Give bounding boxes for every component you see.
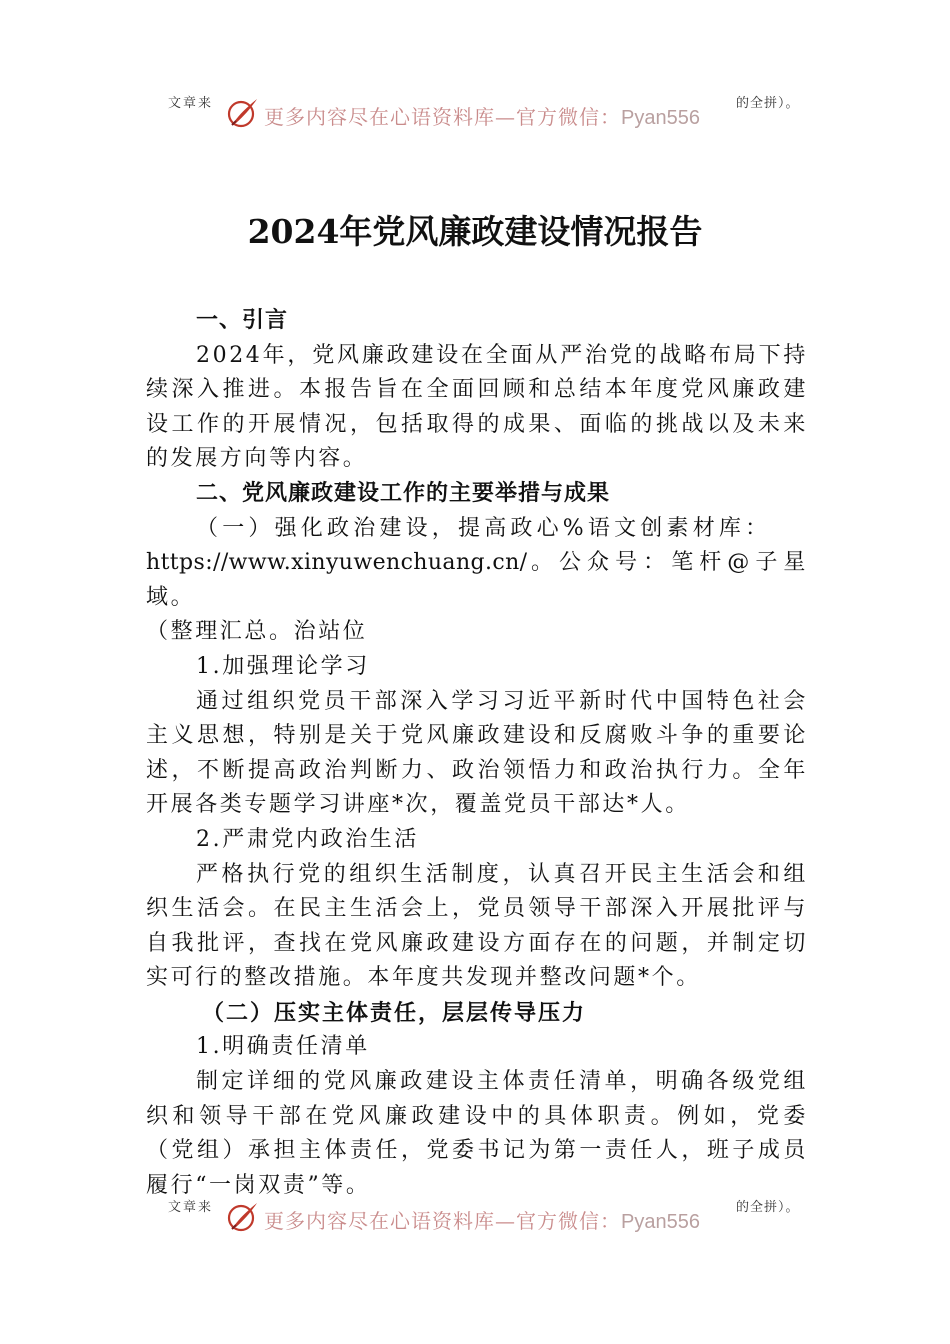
- footer-wechat-id: Pyan556: [621, 1211, 700, 1233]
- footer-banner: [0, 1196, 950, 1240]
- footer-wechat-label: 官方微信：: [516, 1209, 621, 1233]
- subsection1-line1: （一）强化政治建设，提高政心%语文创素材库：: [196, 515, 772, 541]
- footer-brand-separator: —: [495, 1209, 516, 1233]
- footer-left-text: 文章来: [168, 1200, 214, 1215]
- subsection1-url: https://www.xinyuwenchuang.cn/: [146, 550, 528, 576]
- item3-title: 1.明确责任清单: [196, 1034, 370, 1060]
- footer-brand: [264, 1205, 700, 1234]
- header-banner: [0, 92, 950, 136]
- header-left-text: 文章来: [168, 96, 214, 111]
- header-right-text: 的全拼）。: [736, 96, 800, 111]
- item3-paragraph: 制定详细的党风廉政建设主体责任清单，明确各级党组织和领导干部在党风廉政建设中的具体职责。例如，党委（党组）承担主体责任，党委书记为第一责任人，班子成员履行“一岗双责”等。: [146, 1069, 808, 1198]
- quill-logo-icon: [226, 96, 260, 130]
- item2-title: 2.严肃党内政治生活: [196, 826, 419, 852]
- footer-brand-text: 更多内容尽在心语资料库: [264, 1209, 495, 1233]
- subsection2-heading: （二）压实主体责任，层层传导压力: [202, 999, 587, 1026]
- header-wechat-label: 官方微信：: [516, 105, 621, 129]
- header-wechat-id: Pyan556: [621, 107, 700, 129]
- document-body: [146, 304, 808, 1203]
- section1-paragraph: 2024年，党风廉政建设在全面从严治党的战略布局下持续深入推进。本报告旨在全面回顾和总结本年度党风廉政建设工作的开展情况，包括取得的成果、面临的挑战以及未来的发展方向等内容。: [146, 342, 808, 472]
- item1-paragraph: 通过组织党员干部深入学习习近平新时代中国特色社会主义思想，特别是关于党风廉政建设和反腐败斗争的重要论述，不断提高政治判断力、政治领悟力和政治执行力。全年开展各类专题学习讲座*次，覆盖党员干部达*人。: [146, 688, 808, 818]
- document-title: 2024年党风廉政建设情况报告: [247, 212, 703, 251]
- subsection1-line3: （整理汇总。治站位: [146, 619, 368, 645]
- quill-logo-icon: [226, 1200, 260, 1234]
- subsection1-line2-rest: 。公众号：笔杆@子星域。: [146, 550, 808, 610]
- header-brand-separator: —: [495, 105, 516, 129]
- header-brand: [264, 101, 700, 130]
- footer-right-text: 的全拼）。: [736, 1200, 800, 1215]
- section2-heading: 二、党风廉政建设工作的主要举措与成果: [196, 480, 611, 506]
- item2-paragraph: 严格执行党的组织生活制度，认真召开民主生活会和组织生活会。在民主生活会上，党员领导干部深入开展批评与自我批评，查找在党风廉政建设方面存在的问题，并制定切实可行的整改措施。本年度共发现并整改问题*个。: [146, 861, 808, 991]
- subsection1-line2: [146, 546, 808, 615]
- section1-heading: 一、引言: [196, 308, 289, 333]
- item1-title: 1.加强理论学习: [196, 653, 370, 679]
- header-brand-text: 更多内容尽在心语资料库: [264, 105, 495, 129]
